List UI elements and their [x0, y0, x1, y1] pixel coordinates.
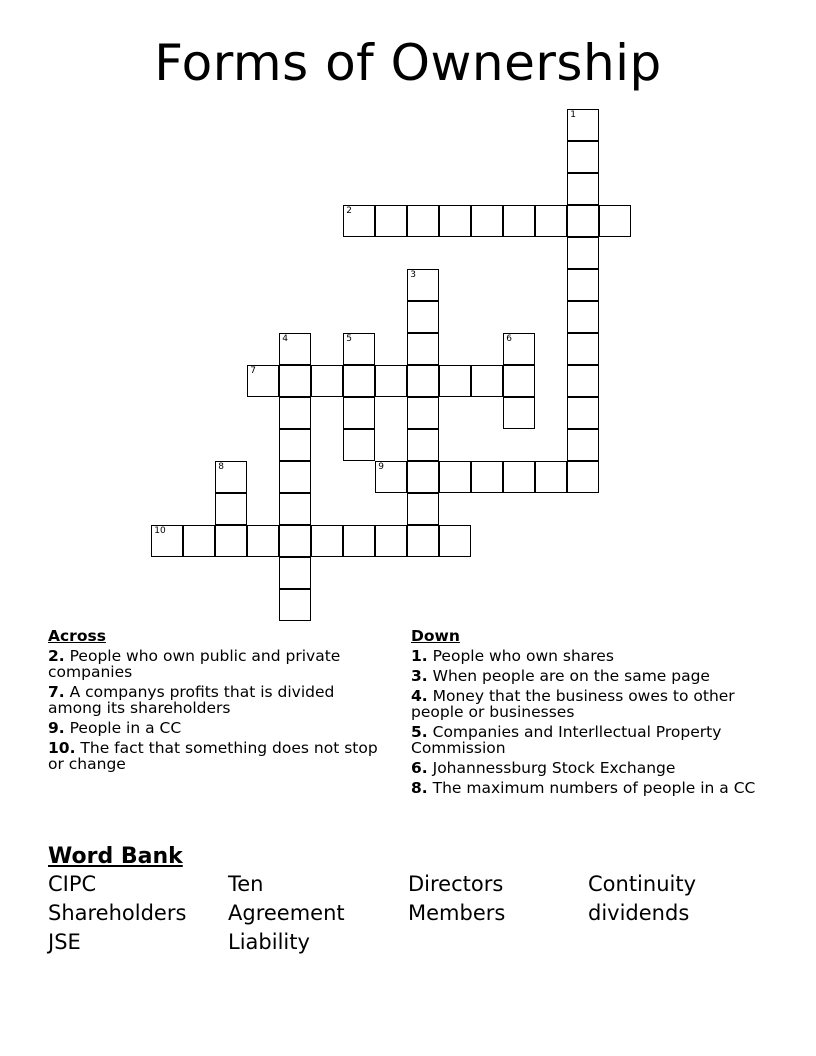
crossword-cell[interactable]	[567, 301, 599, 333]
clue-number: 7.	[48, 683, 65, 701]
crossword-cell[interactable]	[279, 493, 311, 525]
clue-number: 1.	[411, 647, 428, 665]
clue-text: Money that the business owes to other people or businesses	[411, 687, 735, 721]
crossword-cell[interactable]	[471, 205, 503, 237]
crossword-cell[interactable]	[567, 397, 599, 429]
clue-across-2	[48, 648, 388, 680]
clue-across-7	[48, 684, 388, 716]
cell-number: 10	[154, 526, 166, 537]
clue-down-6	[411, 760, 771, 776]
down-heading: Down	[411, 627, 460, 645]
crossword-cell[interactable]	[567, 461, 599, 493]
crossword-cell[interactable]	[279, 461, 311, 493]
crossword-cell[interactable]	[343, 365, 375, 397]
crossword-cell[interactable]	[247, 365, 279, 397]
crossword-cell[interactable]	[407, 461, 439, 493]
clue-number: 3.	[411, 667, 428, 685]
cell-number: 5	[346, 334, 352, 345]
word-bank-title: Word Bank	[48, 844, 183, 869]
crossword-cell[interactable]	[247, 525, 279, 557]
crossword-cell[interactable]	[407, 365, 439, 397]
crossword-cell[interactable]	[183, 525, 215, 557]
clue-text: People who own shares	[432, 647, 614, 665]
crossword-cell[interactable]	[407, 333, 439, 365]
clue-text: Johannessburg Stock Exchange	[432, 759, 676, 777]
crossword-cell[interactable]	[567, 237, 599, 269]
clue-number: 6.	[411, 759, 428, 777]
crossword-cell[interactable]	[407, 493, 439, 525]
crossword-cell[interactable]	[535, 461, 567, 493]
crossword-cell[interactable]	[151, 525, 183, 557]
clue-text: When people are on the same page	[432, 667, 710, 685]
crossword-cell[interactable]	[279, 589, 311, 621]
crossword-cell[interactable]	[343, 525, 375, 557]
clue-across-9	[48, 720, 388, 736]
crossword-cell[interactable]	[567, 109, 599, 141]
crossword-cell[interactable]	[599, 205, 631, 237]
crossword-cell[interactable]	[471, 461, 503, 493]
cell-number: 1	[570, 110, 576, 121]
cell-number: 9	[378, 462, 384, 473]
crossword-cell[interactable]	[279, 365, 311, 397]
cell-number: 4	[282, 334, 288, 345]
crossword-cell[interactable]	[471, 365, 503, 397]
crossword-cell[interactable]	[375, 365, 407, 397]
clue-down-3	[411, 668, 771, 684]
word-bank-item: CIPC	[48, 872, 97, 896]
clue-text: The maximum numbers of people in a CC	[432, 779, 756, 797]
crossword-cell[interactable]	[567, 429, 599, 461]
crossword-cell[interactable]	[375, 461, 407, 493]
crossword-cell[interactable]	[439, 525, 471, 557]
crossword-cell[interactable]	[279, 397, 311, 429]
clue-number: 5.	[411, 723, 428, 741]
clue-text: The fact that something does not stop or change	[48, 739, 378, 773]
crossword-cell[interactable]	[279, 525, 311, 557]
crossword-cell[interactable]	[567, 205, 599, 237]
word-bank-item: dividends	[588, 901, 690, 925]
clue-down-4	[411, 688, 771, 720]
crossword-cell[interactable]	[279, 333, 311, 365]
clue-down-1	[411, 648, 771, 664]
crossword-cell[interactable]	[567, 333, 599, 365]
crossword-cell[interactable]	[343, 205, 375, 237]
clue-down-5	[411, 724, 771, 756]
word-bank-item: Members	[408, 901, 506, 925]
crossword-cell[interactable]	[567, 269, 599, 301]
cell-number: 2	[346, 206, 352, 217]
crossword-cell[interactable]	[407, 269, 439, 301]
down-clues	[411, 628, 771, 800]
crossword-cell[interactable]	[279, 557, 311, 589]
cell-number: 7	[250, 366, 256, 377]
clue-number: 8.	[411, 779, 428, 797]
crossword-cell[interactable]	[503, 365, 535, 397]
crossword-cell[interactable]	[503, 333, 535, 365]
crossword-cell[interactable]	[311, 365, 343, 397]
crossword-cell[interactable]	[567, 141, 599, 173]
clue-down-8	[411, 780, 771, 796]
crossword-cell[interactable]	[407, 205, 439, 237]
word-bank-item: Shareholders	[48, 901, 187, 925]
crossword-cell[interactable]	[343, 397, 375, 429]
cell-number: 8	[218, 462, 224, 473]
crossword-cell[interactable]	[503, 461, 535, 493]
clue-number: 10.	[48, 739, 76, 757]
clue-number: 2.	[48, 647, 65, 665]
crossword-cell[interactable]	[215, 461, 247, 493]
crossword-cell[interactable]	[343, 333, 375, 365]
crossword-cell[interactable]	[407, 397, 439, 429]
crossword-cell[interactable]	[279, 429, 311, 461]
word-bank	[48, 872, 768, 955]
crossword-cell[interactable]	[567, 365, 599, 397]
crossword-cell[interactable]	[567, 173, 599, 205]
clue-number: 9.	[48, 719, 65, 737]
word-bank-item: Agreement	[228, 901, 345, 925]
word-bank-item: Directors	[408, 872, 504, 896]
cell-number: 6	[506, 334, 512, 345]
clue-text: People in a CC	[69, 719, 182, 737]
crossword-cell[interactable]	[343, 429, 375, 461]
crossword-cell[interactable]	[311, 525, 343, 557]
crossword-cell[interactable]	[439, 461, 471, 493]
clue-text: Companies and Interllectual Property Commission	[411, 723, 722, 757]
crossword-cell[interactable]	[375, 205, 407, 237]
across-heading: Across	[48, 627, 106, 645]
crossword-cell[interactable]	[503, 205, 535, 237]
crossword-cell[interactable]	[215, 493, 247, 525]
crossword-cell[interactable]	[439, 205, 471, 237]
word-bank-item: Liability	[228, 930, 310, 954]
clue-text: People who own public and private companies	[48, 647, 341, 681]
page-title: Forms of Ownership	[154, 34, 662, 92]
crossword-cell[interactable]	[535, 205, 567, 237]
crossword-cell[interactable]	[439, 365, 471, 397]
crossword-cell[interactable]	[215, 525, 247, 557]
clue-across-10	[48, 740, 388, 772]
cell-number: 3	[410, 270, 416, 281]
crossword-cell[interactable]	[407, 429, 439, 461]
crossword-cell[interactable]	[375, 525, 407, 557]
across-clues	[48, 628, 388, 776]
word-bank-item: Continuity	[588, 872, 697, 896]
clue-text: A companys profits that is divided among its shareholders	[48, 683, 335, 717]
clue-number: 4.	[411, 687, 428, 705]
word-bank-item: Ten	[228, 872, 264, 896]
word-bank-item: JSE	[48, 930, 81, 954]
crossword-cell[interactable]	[503, 397, 535, 429]
crossword-cell[interactable]	[407, 301, 439, 333]
crossword-cell[interactable]	[407, 525, 439, 557]
